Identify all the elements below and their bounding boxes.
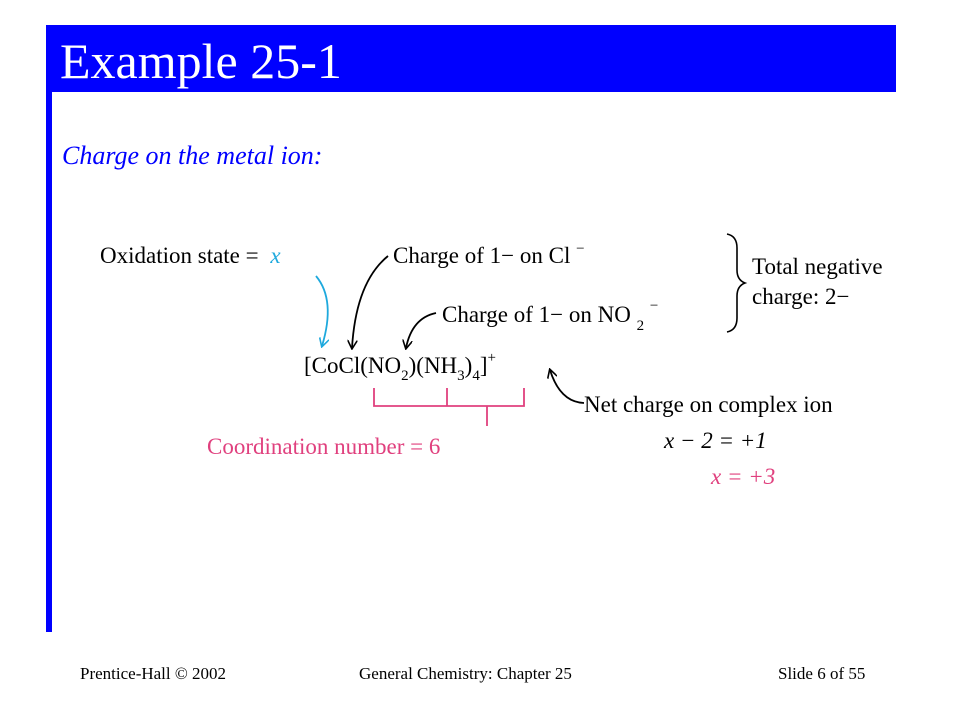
svg-text:Charge of 1− on NO 2 −	[442, 298, 658, 335]
equation-line2: x = +3	[711, 464, 776, 489]
oxidation-arrow	[316, 276, 328, 346]
slide-subtitle: Charge on the metal ion:	[62, 141, 323, 170]
charge-no2-superscript: −	[649, 298, 659, 314]
coordination-number-label: Coordination number = 6	[207, 434, 441, 459]
oxidation-variable: x	[270, 243, 281, 268]
charge-cl-label: Charge of 1− on Cl	[393, 243, 571, 268]
coordination-bracket	[374, 388, 524, 426]
slide-title: Example 25-1	[60, 33, 342, 89]
complex-formula: $[CoCl(NO_2)(NH_3)_4]^+$	[304, 350, 496, 384]
svg-text:Oxidation state = x	[100, 243, 281, 268]
nitrite-arrow	[406, 313, 436, 348]
charge-no2-label: Charge of 1− on NO	[442, 302, 631, 327]
charge-cl-superscript: −	[576, 241, 585, 257]
footer-slide-number: Slide 6 of 55	[778, 664, 866, 683]
charge-no2-subscript: 2	[636, 318, 645, 334]
svg-text:Charge of 1− on Cl −	[393, 241, 585, 268]
total-negative-brace	[727, 234, 745, 332]
footer-chapter: General Chemistry: Chapter 25	[359, 664, 572, 683]
chloride-arrow	[352, 256, 388, 348]
equation-line1: x − 2 = +1	[664, 428, 767, 453]
total-negative-line2: charge: 2−	[752, 284, 850, 309]
net-charge-label: Net charge on complex ion	[584, 392, 833, 417]
oxidation-state-label: Oxidation state =	[100, 243, 259, 268]
total-negative-line1: Total negative	[752, 254, 883, 279]
footer-publisher: Prentice-Hall © 2002	[80, 664, 227, 683]
net-charge-arrow	[550, 370, 584, 403]
